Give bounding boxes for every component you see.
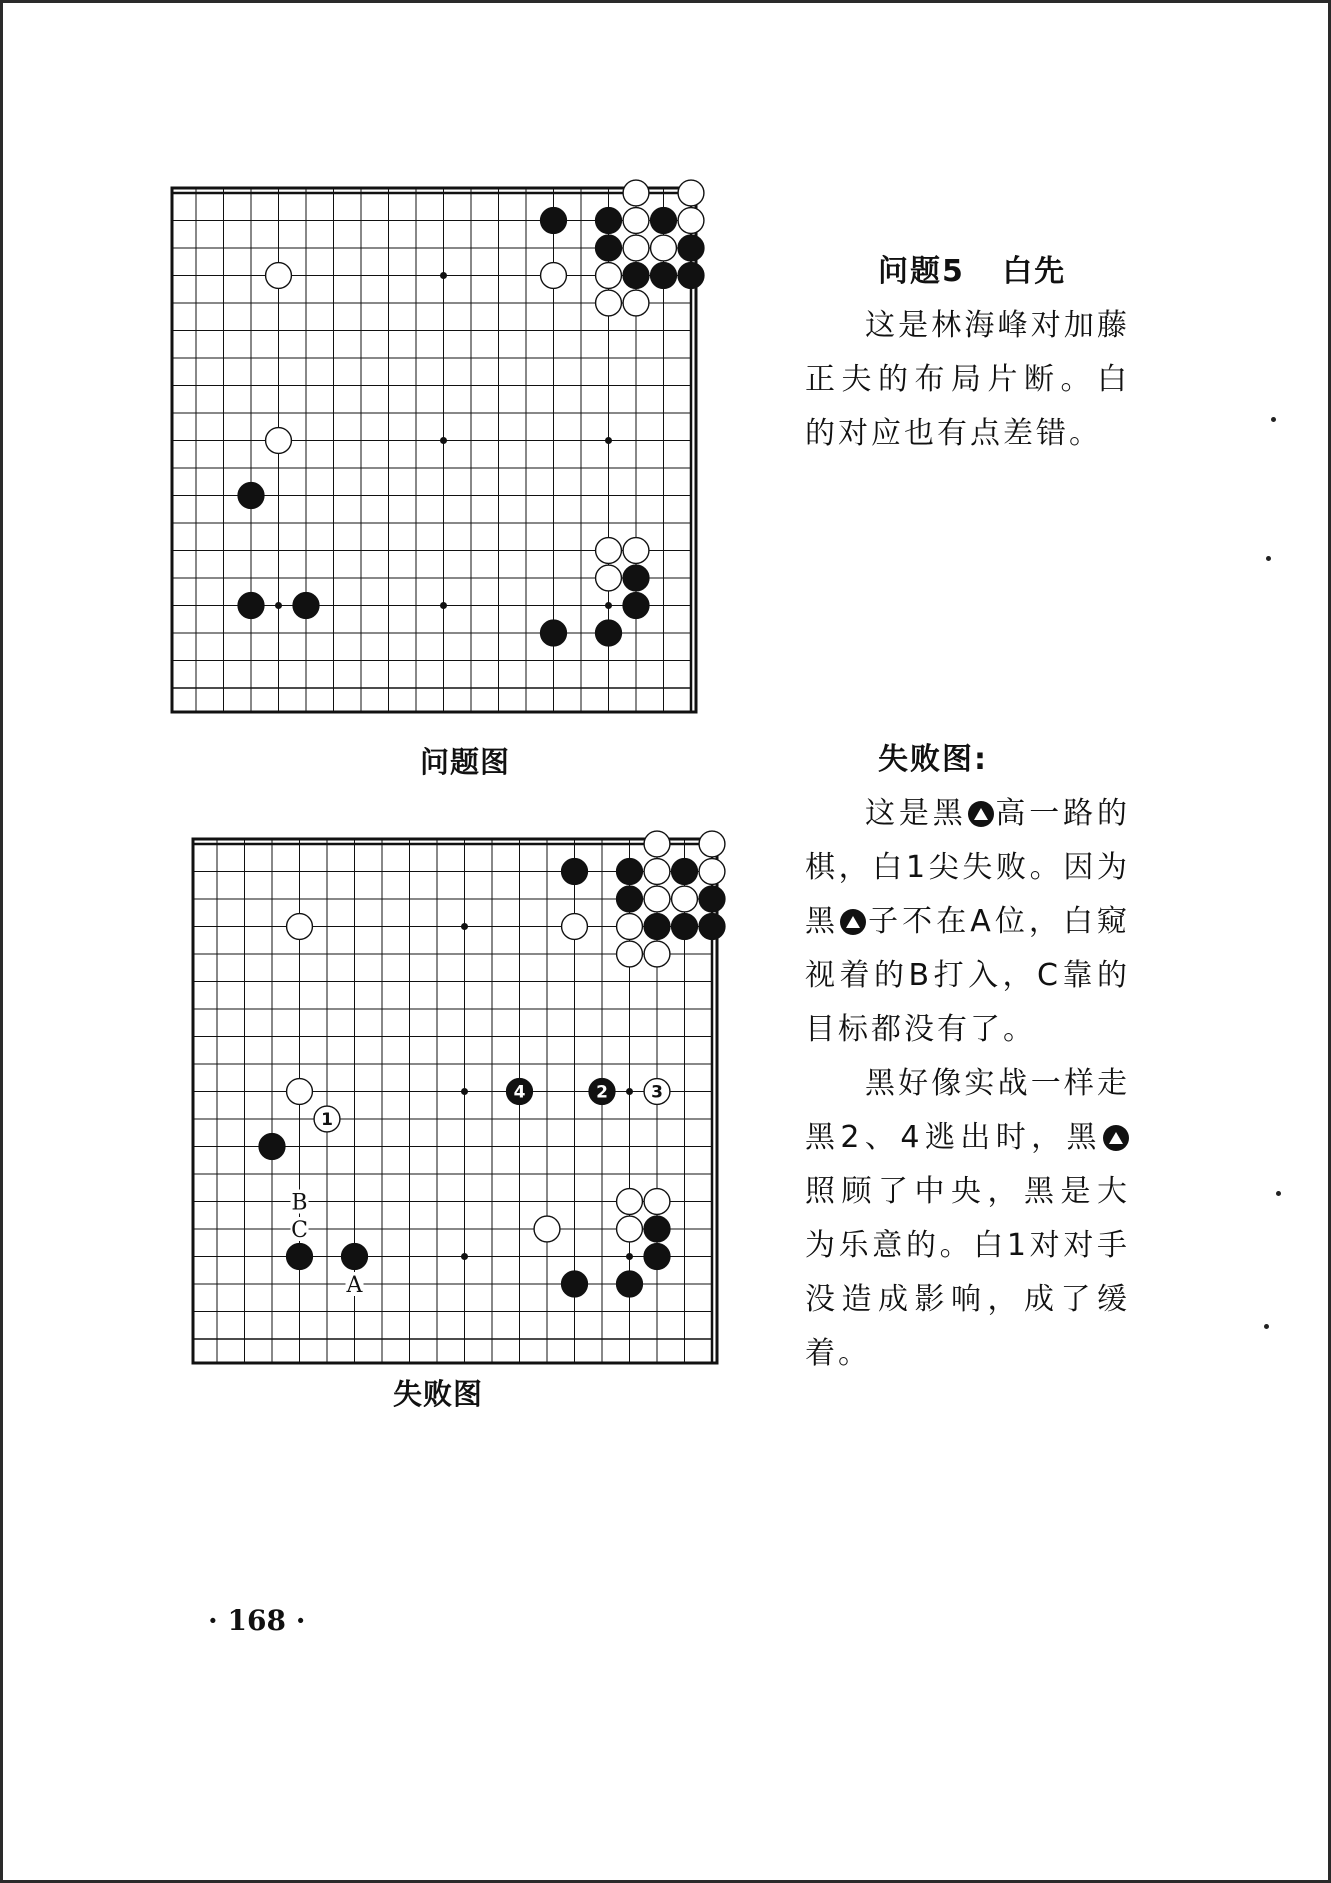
- white-stone: [623, 235, 649, 261]
- page-number: · 168 ·: [208, 1604, 306, 1637]
- black-stone: [623, 263, 649, 289]
- black-stone: [644, 1244, 670, 1270]
- white-stone: [644, 859, 670, 885]
- black-stone: [541, 208, 567, 234]
- black-stone: [238, 483, 264, 509]
- black-stone: [617, 859, 643, 885]
- white-stone: [623, 290, 649, 316]
- stone-number: 2: [596, 1082, 608, 1103]
- black-stone: [287, 1244, 313, 1270]
- white-stone: [699, 859, 725, 885]
- star-point: [461, 1088, 468, 1095]
- star-point: [626, 1088, 633, 1095]
- failure-board-svg: [193, 835, 713, 1355]
- black-stone: [699, 914, 725, 940]
- white-stone: [651, 235, 677, 261]
- white-stone: [534, 1216, 560, 1242]
- white-stone: [678, 180, 704, 206]
- white-stone: [644, 941, 670, 967]
- black-stone: [678, 235, 704, 261]
- black-stone: [651, 208, 677, 234]
- black-stone: [541, 620, 567, 646]
- white-stone: [266, 263, 292, 289]
- board-letter-B: B: [291, 1190, 308, 1216]
- para1-part-c: 子不在A位，白窥视着的B打入，C靠的目标都没有了。: [805, 904, 1131, 1047]
- black-stone: [259, 1134, 285, 1160]
- white-stone: [644, 886, 670, 912]
- white-stone: [644, 831, 670, 857]
- black-stone: [238, 593, 264, 619]
- black-stone: [617, 1271, 643, 1297]
- white-stone: [644, 1189, 670, 1215]
- white-stone: [623, 538, 649, 564]
- white-stone: [596, 263, 622, 289]
- star-point: [605, 437, 612, 444]
- star-point: [440, 437, 447, 444]
- black-stone: [699, 886, 725, 912]
- white-stone: [623, 180, 649, 206]
- black-stone: [623, 593, 649, 619]
- failure-heading-colon: :: [974, 742, 988, 777]
- star-point: [440, 602, 447, 609]
- white-stone: [617, 1216, 643, 1242]
- problem-board: [172, 190, 682, 710]
- failure-heading-text: 失败图: [878, 742, 974, 777]
- star-point: [605, 602, 612, 609]
- black-stone: [342, 1244, 368, 1270]
- failure-text: [805, 733, 1130, 1381]
- failure-heading: [878, 733, 1130, 787]
- white-stone: [672, 886, 698, 912]
- star-point: [461, 923, 468, 930]
- para1-part-b: 高一路的棋，白1尖失败。因为黑: [805, 796, 1131, 939]
- white-stone: [596, 290, 622, 316]
- star-point: [440, 272, 447, 279]
- white-stone: [699, 831, 725, 857]
- black-stone: [596, 235, 622, 261]
- stone-number: 1: [321, 1110, 333, 1130]
- stone-number: 4: [513, 1082, 526, 1103]
- para2-part-a: 黑好像实战一样走黑2、4逃出时，黑: [805, 1066, 1130, 1155]
- side-to-move: 白先: [1002, 254, 1067, 289]
- black-stone: [596, 208, 622, 234]
- white-stone: [617, 941, 643, 967]
- black-stone: [562, 1271, 588, 1297]
- black-stone: [672, 859, 698, 885]
- scan-speck: [1266, 556, 1271, 561]
- star-point: [626, 1253, 633, 1260]
- triangle-marked-black-stone-icon: [968, 801, 994, 827]
- black-stone: [293, 593, 319, 619]
- black-stone: [562, 859, 588, 885]
- black-stone: [672, 914, 698, 940]
- failure-paragraph-1: [805, 787, 1130, 1057]
- star-point: [275, 602, 282, 609]
- white-stone: [287, 1079, 313, 1105]
- problem-text: [805, 245, 1130, 461]
- white-stone: [623, 208, 649, 234]
- black-stone: [623, 565, 649, 591]
- para1-part-a: 这是黑: [865, 796, 967, 831]
- white-stone: [617, 1189, 643, 1215]
- problem-diagram-caption: 问题图: [420, 745, 511, 779]
- scan-speck: [1264, 1324, 1269, 1329]
- black-stone: [678, 263, 704, 289]
- black-stone: [651, 263, 677, 289]
- white-stone: [266, 428, 292, 454]
- triangle-marked-black-stone-icon: [1103, 1125, 1129, 1151]
- board-letter-C: C: [291, 1218, 308, 1243]
- white-stone: [596, 538, 622, 564]
- black-stone: [644, 914, 670, 940]
- white-stone: [541, 263, 567, 289]
- problem-title: 问题5: [878, 254, 965, 289]
- problem-description: 这是林海峰对加藤正夫的布局片断。白的对应也有点差错。: [805, 308, 1130, 451]
- para2-part-b: 照顾了中央，黑是大为乐意的。白1对对手没造成影响，成了缓着。: [805, 1174, 1130, 1371]
- white-stone: [678, 208, 704, 234]
- problem-board-svg: [172, 190, 682, 710]
- stone-number: 3: [651, 1082, 663, 1103]
- failure-diagram-caption: 失败图: [393, 1377, 484, 1411]
- black-stone: [617, 886, 643, 912]
- problem-heading: [878, 245, 1130, 299]
- scan-speck: [1271, 417, 1276, 422]
- white-stone: [617, 914, 643, 940]
- black-stone: [596, 620, 622, 646]
- star-point: [461, 1253, 468, 1260]
- white-stone: [596, 565, 622, 591]
- white-stone: [287, 914, 313, 940]
- scan-speck: [1276, 1191, 1281, 1196]
- failure-board: [193, 835, 713, 1355]
- failure-paragraph-2: [805, 1057, 1130, 1381]
- white-stone: [562, 914, 588, 940]
- board-letter-A: A: [346, 1273, 363, 1298]
- triangle-marked-black-stone-icon: [840, 909, 866, 935]
- black-stone: [644, 1216, 670, 1242]
